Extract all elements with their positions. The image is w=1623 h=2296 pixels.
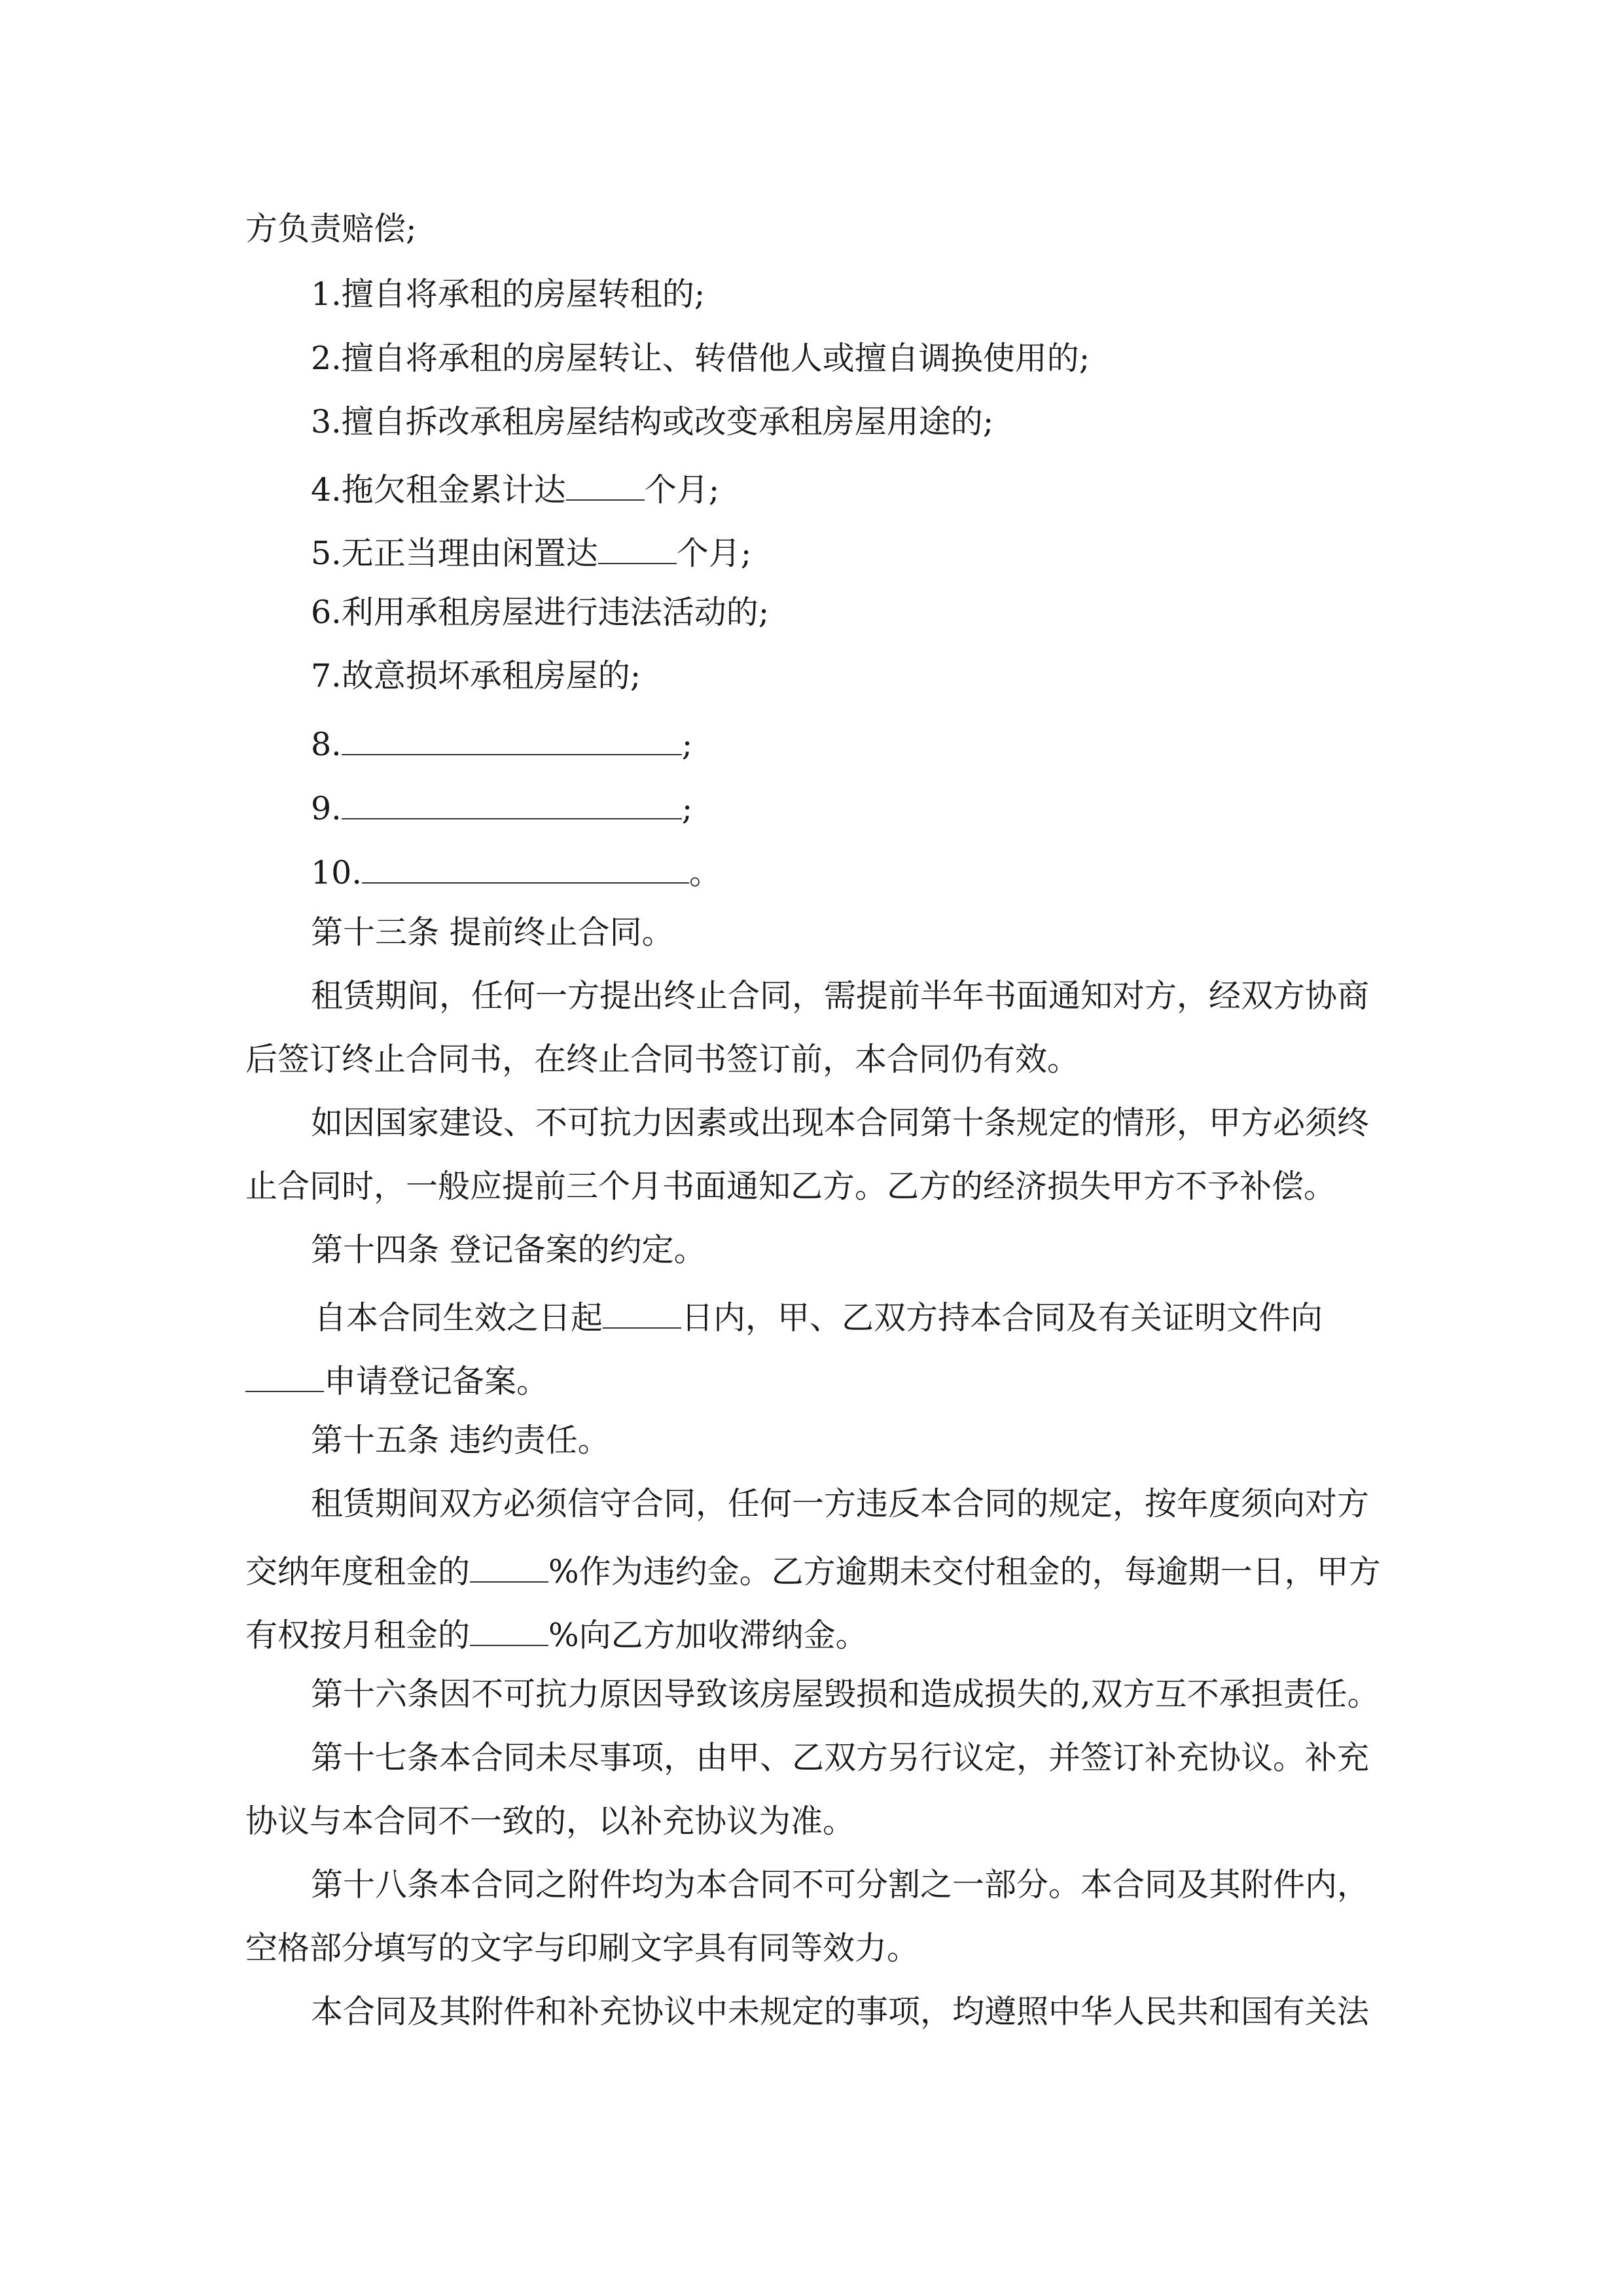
text-line bbox=[245, 1041, 1080, 1078]
list-item bbox=[311, 276, 705, 313]
line-text: ; bbox=[681, 726, 693, 763]
list-item bbox=[311, 403, 994, 440]
text-line bbox=[245, 1361, 549, 1400]
list-item bbox=[311, 469, 720, 509]
line-text: 第十七条本合同未尽事项，由甲、乙双方另行议定，并签订补充协议。补充 bbox=[311, 1739, 1370, 1776]
line-text: 方负责赔偿; bbox=[245, 210, 417, 247]
line-text: 申请登记备案。 bbox=[324, 1363, 549, 1400]
text-line bbox=[314, 1297, 1323, 1334]
line-text: 有权按月租金的 bbox=[245, 1617, 471, 1654]
text-line bbox=[311, 1866, 1370, 1903]
line-text: 第十四条 登记备案的约定。 bbox=[311, 1231, 706, 1268]
list-item bbox=[311, 788, 692, 825]
text-line bbox=[245, 1803, 855, 1840]
text-line bbox=[245, 210, 417, 247]
blank-field bbox=[470, 1551, 548, 1583]
line-text: 7.故意损坏承租房屋的; bbox=[311, 657, 641, 694]
line-text: 空格部分填写的文字与印刷文字具有同等效力。 bbox=[245, 1929, 919, 1967]
text-line bbox=[311, 1739, 1370, 1776]
line-text: 6.利用承租房屋进行违法活动的; bbox=[311, 594, 770, 631]
line-text: 第十三条 提前终止合同。 bbox=[311, 914, 674, 951]
line-text: 交纳年度租金的 bbox=[245, 1553, 471, 1590]
line-text: 。 bbox=[688, 854, 721, 891]
text-line bbox=[311, 977, 1370, 1014]
blank-field bbox=[342, 788, 682, 819]
line-text: 个月; bbox=[644, 471, 720, 509]
line-text: ; bbox=[681, 790, 693, 827]
line-text: 第十八条本合同之附件均为本合同不可分割之一部分。本合同及其附件内， bbox=[311, 1866, 1370, 1903]
line-text: 日内，甲、乙双方持本合同及有关证明文件向 bbox=[681, 1299, 1323, 1336]
line-text: 4.拖欠租金累计达 bbox=[311, 471, 566, 509]
line-text: 租赁期间双方必须信守合同，任何一方违反本合同的规定，按年度须向对方 bbox=[311, 1485, 1370, 1522]
text-line bbox=[311, 1993, 1370, 2030]
list-item bbox=[311, 533, 752, 572]
blank-field bbox=[362, 852, 689, 884]
line-text: 1.擅自将承租的房屋转租的; bbox=[311, 276, 705, 313]
text-line bbox=[311, 1676, 1380, 1713]
blank-field bbox=[245, 1361, 324, 1392]
blank-field bbox=[470, 1615, 548, 1646]
blank-field bbox=[342, 724, 682, 755]
line-text: 3.擅自拆改承租房屋结构或改变承租房屋用途的; bbox=[311, 403, 994, 440]
list-item bbox=[311, 657, 641, 694]
section-heading bbox=[311, 1422, 610, 1459]
list-item bbox=[311, 724, 692, 761]
line-text: 止合同时，一般应提前三个月书面通知乙方。乙方的经济损失甲方不予补偿。 bbox=[245, 1168, 1336, 1205]
line-text: 第十六条因不可抗力原因导致该房屋毁损和造成损失的,双方互不承担责任。 bbox=[311, 1676, 1380, 1713]
line-text: 9. bbox=[311, 790, 342, 827]
line-text: 5.无正当理由闲置达 bbox=[311, 535, 598, 572]
line-text: 后签订终止合同书，在终止合同书签订前，本合同仍有效。 bbox=[245, 1041, 1080, 1078]
line-text: 10. bbox=[311, 854, 362, 891]
line-text: 2.擅自将承租的房屋转让、转借他人或擅自调换使用的; bbox=[311, 340, 1090, 377]
blank-field bbox=[598, 533, 677, 564]
line-text: 协议与本合同不一致的，以补充协议为准。 bbox=[245, 1803, 855, 1840]
blank-field bbox=[566, 469, 645, 501]
text-line bbox=[311, 1104, 1370, 1141]
text-line bbox=[311, 1485, 1370, 1522]
line-text: 如因国家建设、不可抗力因素或出现本合同第十条规定的情形，甲方必须终 bbox=[311, 1104, 1370, 1141]
list-item bbox=[311, 852, 721, 889]
section-heading bbox=[311, 1231, 706, 1268]
list-item bbox=[311, 340, 1090, 377]
line-text: 自本合同生效之日起 bbox=[314, 1299, 603, 1336]
text-line bbox=[245, 1615, 868, 1654]
text-line bbox=[245, 1551, 1381, 1588]
section-heading bbox=[311, 914, 674, 951]
line-text: %向乙方加收滞纳金。 bbox=[548, 1617, 868, 1654]
line-text: 第十五条 违约责任。 bbox=[311, 1422, 610, 1459]
line-text: 8. bbox=[311, 726, 342, 763]
blank-field bbox=[603, 1297, 681, 1329]
text-line bbox=[245, 1168, 1336, 1205]
text-line bbox=[245, 1929, 919, 1967]
line-text: 个月; bbox=[676, 535, 752, 572]
line-text: 租赁期间，任何一方提出终止合同，需提前半年书面通知对方，经双方协商 bbox=[311, 977, 1370, 1014]
list-item bbox=[311, 594, 770, 631]
line-text: 本合同及其附件和补充协议中未规定的事项，均遵照中华人民共和国有关法 bbox=[311, 1993, 1370, 2030]
line-text: %作为违约金。乙方逾期未交付租金的，每逾期一日，甲方 bbox=[548, 1553, 1381, 1590]
